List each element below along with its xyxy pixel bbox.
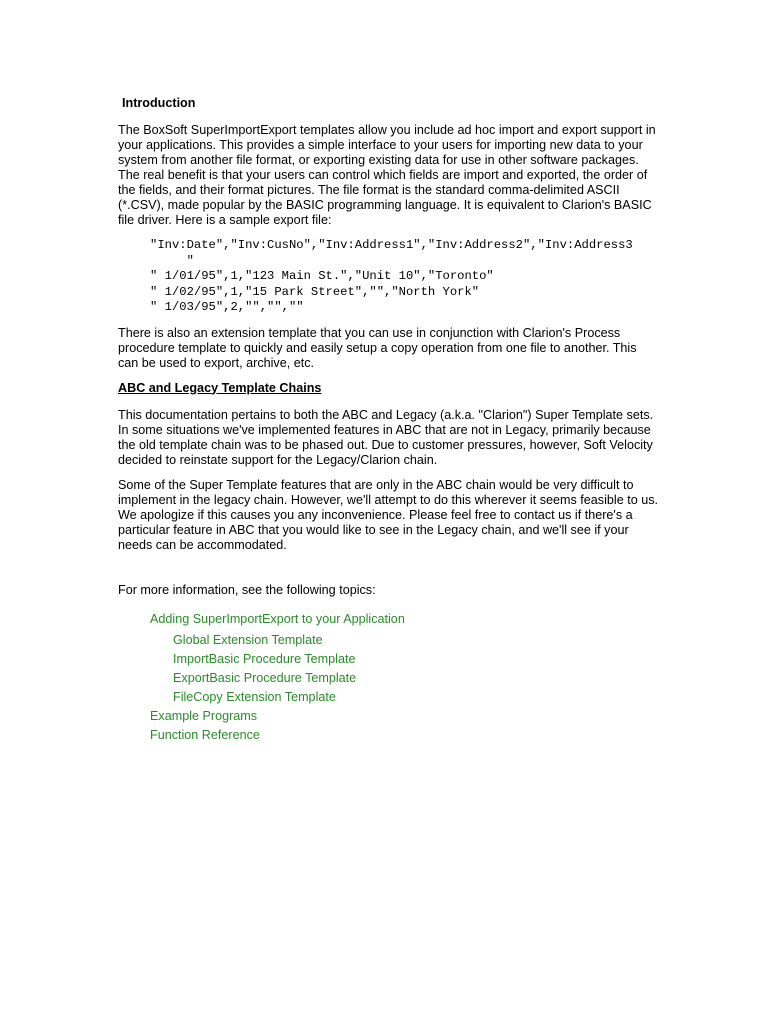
document-page (118, 96, 658, 745)
link-filecopy-extension-template[interactable]: FileCopy Extension Template (173, 689, 336, 704)
link-global-extension-template[interactable]: Global Extension Template (173, 632, 323, 647)
link-example-programs[interactable]: Example Programs (150, 708, 258, 723)
more-info-text: For more information, see the following topics: (118, 582, 376, 597)
extension-paragraph: There is also an extension template that you can use in conjunction with Clarion's Process procedure template to quickly and easily setup a copy operation from one file to another. This can be used to export, archive, etc. (118, 325, 637, 370)
page-title: Introduction (122, 96, 196, 110)
section-heading-abc-legacy: ABC and Legacy Template Chains (118, 380, 322, 395)
link-exportbasic-procedure-template[interactable]: ExportBasic Procedure Template (173, 670, 357, 685)
abc-paragraph-1: This documentation pertains to both the ABC and Legacy (a.k.a. "Clarion") Super Template sets. In some situations we've implemented features in ABC that are not in Legacy, primarily because the old template chain was to be phased out. Due to customer pressures, however, Soft Velocity decided to reinstate support for the Legacy/Clarion chain. (118, 407, 654, 467)
topic-links (150, 610, 658, 745)
link-importbasic-procedure-template[interactable]: ImportBasic Procedure Template (173, 651, 356, 666)
link-function-reference[interactable]: Function Reference (150, 727, 260, 742)
sample-export-file: "Inv:Date","Inv:CusNo","Inv:Address1","Inv:Address2","Inv:Address3 " " 1/01/95",1,"123 Main St.","Unit 10","Toronto" " 1/02/95",1,"15 Park Street","","North York" " 1/03/95",2,"","","" (150, 238, 633, 314)
link-adding-superimportexport[interactable]: Adding SuperImportExport to your Application (150, 611, 405, 626)
intro-paragraph: The BoxSoft SuperImportExport templates allow you include ad hoc import and export support in your applications. This provides a simple interface to your users for importing new data to your system from another file format, or exporting existing data for use in other software packages. The real benefit is that your users can control which fields are import and exported, the order of the fields, and their format pictures. The file format is the standard comma-delimited ASCII (*.CSV), made popular by the BASIC programming language. It is equivalent to Clarion's BASIC file driver. Here is a sample export file: (118, 123, 656, 227)
abc-paragraph-2: Some of the Super Template features that are only in the ABC chain would be very difficult to implement in the legacy chain. However, we'll attempt to do this wherever it seems feasible to us. We apologize if this causes you any inconvenience. Please feel free to contact us if there's a particular feature in ABC that you would like to see in the Legacy chain, and we'll see if your needs can be accommodated. (118, 477, 658, 552)
